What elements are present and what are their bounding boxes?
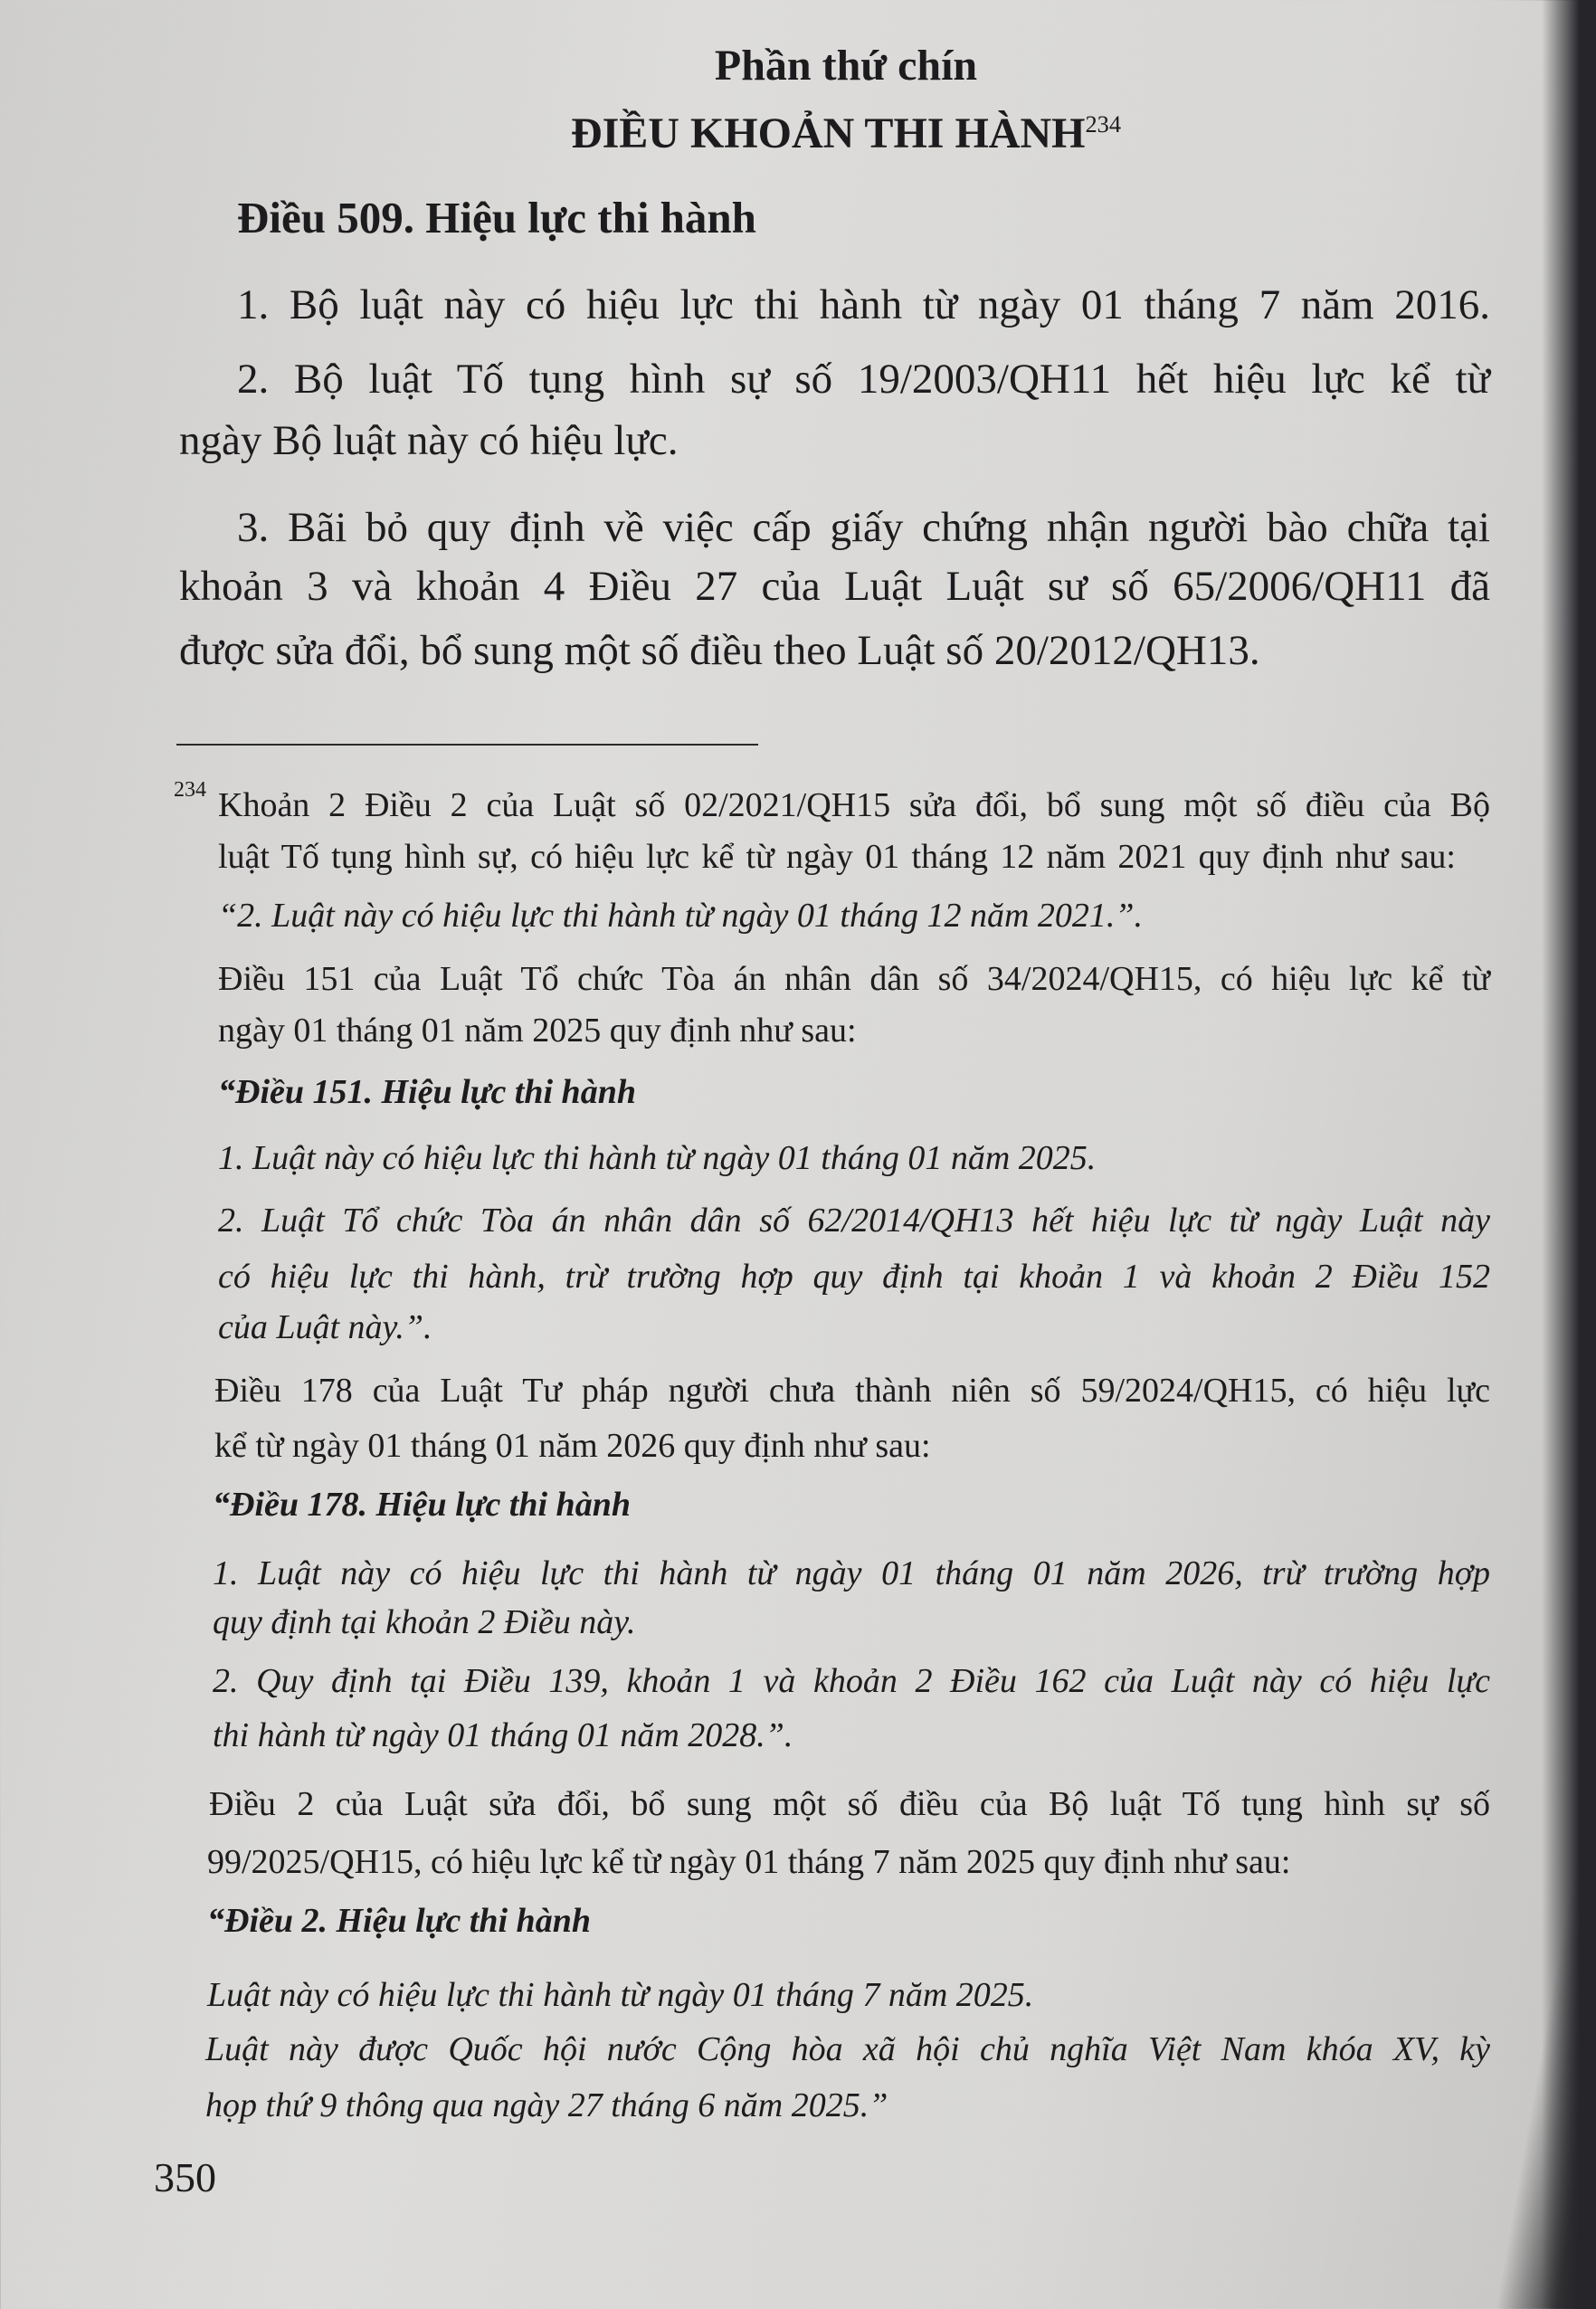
footnote-line: “Điều 151. Hiệu lực thi hành xyxy=(218,1073,636,1111)
footnote-line: quy định tại khoản 2 Điều này. xyxy=(213,1603,636,1641)
article-clause: 2. Bộ luật Tố tụng hình sự số 19/2003/QH11 hết hiệu lực kể từ xyxy=(237,356,1490,403)
footnote-line: Điều 178 của Luật Tư pháp người chưa thành niên số 59/2024/QH15, có hiệu lực xyxy=(214,1372,1490,1410)
footnote-line: 2. Quy định tại Điều 139, khoản 1 và khoản 2 Điều 162 của Luật này có hiệu lực xyxy=(213,1662,1490,1700)
footnote-line: 1. Luật này có hiệu lực thi hành từ ngày 01 tháng 01 năm 2026, trừ trường hợp xyxy=(213,1554,1490,1592)
article-clause: được sửa đổi, bổ sung một số điều theo Luật số 20/2012/QH13. xyxy=(179,627,1260,674)
article-clause: 1. Bộ luật này có hiệu lực thi hành từ ngày 01 tháng 7 năm 2016. xyxy=(237,281,1490,328)
footnote-line: kể từ ngày 01 tháng 01 năm 2026 quy định như sau: xyxy=(214,1427,931,1465)
article-clause: 3. Bãi bỏ quy định về việc cấp giấy chứng nhận người bào chữa tại xyxy=(237,504,1490,551)
footnote-line: thi hành từ ngày 01 tháng 01 năm 2028.”. xyxy=(213,1716,793,1754)
article-clause: khoản 3 và khoản 4 Điều 27 của Luật Luật sư số 65/2006/QH11 đã xyxy=(179,563,1490,610)
footnote-line: Khoản 2 Điều 2 của Luật số 02/2021/QH15 sửa đổi, bổ sung một số điều của Bộ xyxy=(218,786,1490,824)
footnote-line: họp thứ 9 thông qua ngày 27 tháng 6 năm 2025.” xyxy=(205,2086,888,2124)
part-title xyxy=(0,41,1596,90)
footnote-line: “2. Luật này có hiệu lực thi hành từ ngày 01 tháng 12 năm 2021.”. xyxy=(218,897,1144,935)
footnote-line: 2. Luật Tổ chức Tòa án nhân dân số 62/2014/QH13 hết hiệu lực từ ngày Luật này xyxy=(218,1202,1490,1240)
footnote-line: ngày 01 tháng 01 năm 2025 quy định như sau: xyxy=(218,1012,857,1050)
footnote-line: Điều 151 của Luật Tổ chức Tòa án nhân dân số 34/2024/QH15, có hiệu lực kể từ xyxy=(218,960,1490,998)
footnote-number: 234 xyxy=(174,778,206,802)
book-spine-shadow xyxy=(1542,0,1596,2309)
page-number: 350 xyxy=(154,2154,216,2200)
footnote-line: luật Tố tụng hình sự, có hiệu lực kể từ ngày 01 tháng 12 năm 2021 quy định như sau: xyxy=(218,838,1456,876)
footnote-line: của Luật này.”. xyxy=(218,1308,432,1346)
part-title-text: Phần thứ chín xyxy=(714,42,978,90)
article-clause: ngày Bộ luật này có hiệu lực. xyxy=(179,417,679,464)
footnote-line: 1. Luật này có hiệu lực thi hành từ ngày 01 tháng 01 năm 2025. xyxy=(218,1139,1097,1177)
footnote-line: 99/2025/QH15, có hiệu lực kể từ ngày 01 tháng 7 năm 2025 quy định như sau: xyxy=(207,1843,1291,1881)
article-heading: Điều 509. Hiệu lực thi hành xyxy=(237,193,756,242)
footnote-line: Luật này có hiệu lực thi hành từ ngày 01 tháng 7 năm 2025. xyxy=(207,1976,1034,2014)
footnote-line: Điều 2 của Luật sửa đổi, bổ sung một số điều của Bộ luật Tố tụng hình sự số xyxy=(209,1785,1490,1823)
footnote-line: có hiệu lực thi hành, trừ trường hợp quy định tại khoản 1 và khoản 2 Điều 152 xyxy=(218,1258,1490,1296)
footnote-line: Luật này được Quốc hội nước Cộng hòa xã hội chủ nghĩa Việt Nam khóa XV, kỳ xyxy=(205,2030,1490,2068)
footnote-ref[interactable]: 234 xyxy=(1085,110,1122,138)
section-title xyxy=(0,109,1596,158)
footnote-line: “Điều 178. Hiệu lực thi hành xyxy=(213,1486,631,1524)
section-title-text: ĐIỀU KHOẢN THI HÀNH xyxy=(570,109,1086,157)
footnote-divider xyxy=(176,744,758,746)
footnote-line: “Điều 2. Hiệu lực thi hành xyxy=(207,1902,591,1940)
